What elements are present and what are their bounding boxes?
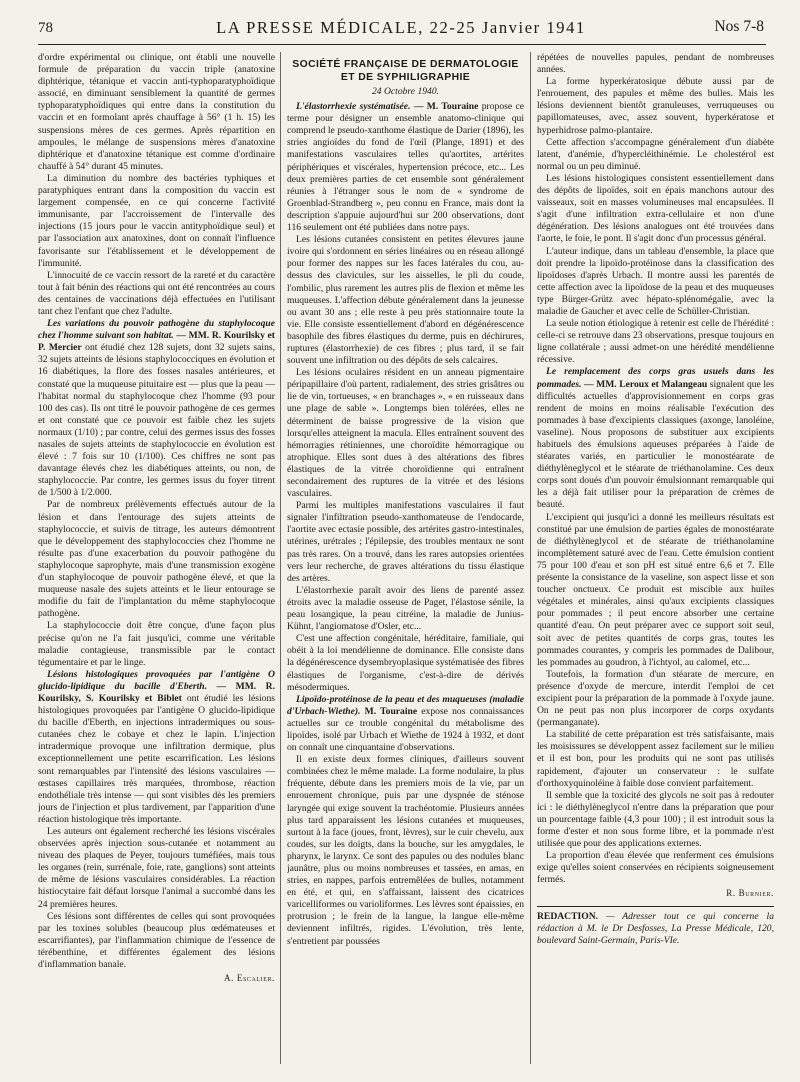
session-date: 24 Octobre 1940. [371, 86, 440, 97]
article-text: expose nos connaissances actuelles sur ce trouble congénital du métabolisme des lipoïdes, isolé par Urbach et Wiethe de 1924 à 1932, et dont on connaît une cinquantaine d'observations. [287, 705, 524, 754]
paragraph: La seule notion étiologique à retenir est celle de l'hérédité : celle-ci se retrouve dans 23 observations, presque toujours en ligne collatérale ; aussi admet-on une hérédité mendélienne récessive. [537, 318, 774, 366]
journal-title: LA PRESSE MÉDICALE, 22-25 Janvier 1941 [216, 18, 586, 37]
paragraph: La stabilité de cette préparation est très satisfaisante, mais les moisissures se développent assez facilement sur le milieu et il est bon, pour les produits qui ne sont pas utilisés rapidement, d'ajouter un conservateur : le sulfate d'orthoxyquinoléine à faible dose convient parfaitement. [537, 729, 774, 789]
column-left [38, 52, 275, 1072]
header-rule [38, 44, 766, 45]
article-authors: M. Touraine [360, 705, 418, 717]
section-title-line: ET DE SYPHILIGRAPHIE [340, 72, 471, 83]
article-heading: Lipoïdo-protéinose de la peau et des muqueuses (maladie d'Urbach-Wiethe). [287, 693, 524, 717]
paragraph: Ces lésions sont différentes de celles qui sont provoquées par les toxines solubles (beaucoup plus œdémateuses et escarrifiantes), par l'inflammation chimique de l'essence de térébenthine, et différentes également des lésions d'inflammation banale. [38, 910, 275, 971]
paragraph: Il semble que la toxicité des glycols ne soit pas à redouter ici : le diéthylèneglycol n'entre dans la préparation que pour un pourcentage faible (4,3 pour 100) ; il est introduit sous la forme d'ester et non sous forme libre, et la pommade n'est utilisée que pour des applications externes. [537, 789, 774, 850]
column-middle [287, 52, 524, 1072]
paragraph: Toutefois, la formation d'un stéarate de mercure, en présence d'oxyde de mercure, interdit l'emploi de cet excipient pour la préparation de la pommade à l'oxyde jaune. On ne peut pas non plus incorporer de corps oxydants (permanganate). [537, 668, 774, 729]
paragraph: La forme hyperkératosique débute aussi par de l'enrouement, des papules et même des bulles. Mais les lésions deviennent bientôt granuleuses, verruqueuses ou papillomateuses, avec, assez souvent, hyperkératose et hyperhidrose palmo-plantaire. [537, 76, 774, 136]
article-text: signalent que les difficultés actuelles d'approvisionnement en corps gras rendent de moins en moins réalisable l'exécution des pommades à base d'excipients classiques (axonge, lanoléine, vaseline). Nous proposons de substituer aux excipients habituels des émulsions aqueuses préparées à l'aide de stéarates variés, en particulier le monostéarate de diéthylèneglycol et le stéarate de triéthanolamine. Ces deux corps sont doués d'un pouvoir émulsionnant remarquable qui les a déjà fait utiliser pour la préparation de crèmes de beauté. [537, 378, 774, 511]
article-authors: — MM. R. Kourilsky et P. Mercier [38, 330, 275, 354]
redaction-notice [537, 906, 774, 947]
section-title-line: SOCIÉTÉ FRANÇAISE DE DERMATOLOGIE [292, 59, 519, 70]
issue-number: Nos 7-8 [714, 18, 764, 35]
paragraph: Par de nombreux prélèvements effectués autour de la lésion et dans l'entourage des sujets atteints de staphylococcie, et suivis de titrage, les auteurs démontrent que le développement des staphylococcies chez l'homme ne résulte pas d'une exacerbation du pouvoir pathogène du staphylocoque saprophyte, mais d'une transmission exogène d'un staphylocoque de pouvoir pathogène élevé, et que la muqueuse nasale des sujets atteints et le lieur entourage se modifie du fait de l'implantation du même staphylocoque pathogène. [38, 499, 275, 620]
paragraph: La diminution du nombre des bactéries typhiques et paratyphiques entrant dans la composition du vaccin est largement compensée, en ce qui concerne l'activité immunisante, par l'accroissement de l'intervalle des injections (15 jours pour le vaccin antityphoïdique seul) et par l'association aux anatoxines, dont on connaît l'influence favorisante sur l'établissement et le développement de l'immunité. [38, 172, 275, 269]
paragraph: d'ordre expérimental ou clinique, ont établi une nouvelle formule de préparation du vaccin triple (anatoxine diphtérique, tétanique et vaccin anti-typhoparatyphoïdique associé, en diminuant sensiblement la quantité de germes typhoparatyphoïdiques qui entre dans la constitution du vaccin et en formolant après chauffage à 56° (1 h. 15) les suspensions mères de ces germes. Après répartition en ampoules, le mélange de suspensions mères d'anatoxine diphtérique et d'anatoxine tétanique est comme d'ordinaire chauffé à 54° durant 45 minutes. [38, 52, 275, 172]
article-lipoido-proteinose [287, 694, 524, 754]
article-heading: Lésions histologiques provoquées par l'antigène O glucido-lipidique du bacille d'Eberth. [38, 668, 275, 692]
paragraph: Il en existe deux formes cliniques, d'ailleurs souvent combinées chez le même malade. La forme nodulaire, la plus fréquente, débute dans les premiers mois de la vie, par un enrouement chronique, puis par une dyspnée de sténose laryngée qui exige souvent la trachéotomie. Plusieurs années plus tard apparaissent les lésions cutanées et muqueuses, surtout à la face (joues, front, lèvres), sur le cuir chevelu, aux coudes, sur les doigts, dans la bouche, sur les amygdales, le pharynx, le larynx. Ce sont des papules ou des nodules blanc jaunâtre, plus ou moins nombreuses et tassées, en amas, en stries, en nappes, parfois entremêlées de bulles, notamment en été, et qui, en s'affaissant, laissent des cicatrices varicelliformes ou varioliformes. Les lèvres sont épaissies, en protrusion ; le frein de la langue, la langue elle-même deviennent infiltrés, rigides. L'évolution, très lente, s'entretient par poussées [287, 754, 524, 947]
column-right [537, 52, 774, 1072]
article-staphylocoque [38, 318, 275, 499]
column-divider [280, 52, 281, 1064]
redaction-label: REDACTION. [537, 910, 599, 922]
paragraph: Les lésions cutanées consistent en petites élevures jaune ivoire qui s'ordonnent en séries linéaires ou en réseau allongé pour former des nappes sur les faces latérales du cou, au-dessus des clavicules, sur les aisselles, le pli du coude, l'ombilic, plus rarement les autres plis de flexion et même les muqueuses. L'affection débute généralement dans la jeunesse ou avant 30 ans ; elle reste à peu près stationnaire toute la vie. Elle consiste essentiellement d'abord en dégénérescence basophile des fibres élastiques du derme, puis en déchirures, ruptures (élastorrhexie) de ces fibres ; plus tard, il se fait souvent une infiltration ou des dépôts de sels calcaires. [287, 234, 524, 367]
article-authors: — MM. Leroux et Malangeau [581, 378, 708, 390]
paragraph: L'auteur indique, dans un tableau d'ensemble, la place que doit prendre la lipoïdo-protéinose dans la classification des lipoïdoses d'après Urbach. Il montre aussi les parentés de cette affection avec la lipoïdose de la peau et des muqueuses type Bürger-Grütz avec hépato-splénomégalie, avec la maladie de Gaucher et avec celle de Schüller-Christian. [537, 245, 774, 317]
paragraph: La proportion d'eau élevée que renferment ces émulsions exige qu'elles soient conservées en récipients soigneusement fermés. [537, 850, 774, 886]
article-text: ont étudié chez 128 sujets, dont 32 sujets sains, 32 sujets atteints de lésions staphylococciques en évolution et 16 diabétiques, la flore des fosses nasales antérieures, et constaté que la muqueuse pituitaire est — plus que la peau — l'habitat normal du staphylocoque chez l'homme (93 pour 100 des cas). Ils ont titré le pouvoir pathogène de ces germes et ont constaté que ce pouvoir est faible chez les sujets normaux (1/10) ; par contre, celui des germes issus des fosses nasales de sujets atteints de staphylococcie en évolution est élevé : 7 fois sur 10 (1/100). Ces chiffres ne sont pas davantage élevés chez les diabétiques atteints, ou non, de staphylococcie. Par contre, les germes issus du foyer titrent de 1/500 à 1/2.000. [38, 342, 275, 499]
paragraph: répétées de nouvelles papules, pendant de nombreuses années. [537, 52, 774, 76]
paragraph: Parmi les multiples manifestations vasculaires il faut signaler l'infiltration pseudo-xanthomateuse de l'endocarde, l'aortite avec ectasie possible, des artérites gastro-intestinales, utérines, urétrales ; l'épilepsie, des troubles mentaux ne sont pas très rares. On a trouvé, dans les rares autopsies orientées vers leur recherche, de graves altérations du tissu élastique des artères. [287, 500, 524, 584]
article-authors: — MM. R. Kourilsky, S. Kourilsky et Biblet [38, 680, 275, 704]
paragraph: L'excipient qui jusqu'ici a donné les meilleurs résultats est constitué par une émulsion de parties égales de monostéarate de diéthylèneglycol et de stéarate de triéthanolamine incomplètement saturé avec de l'eau. Cette émulsion contient 75 pour 100 d'eau et son pH est situé entre 6,6 et 7. Elle présente la consistance de la vaseline, son aspect lisse et son toucher onctueux. Ce produit est miscible aux huiles végétales et minérales, ainsi qu'aux excipients classiques pour pommades ; il peut encore absorber une certaine quantité d'eau. On peut préparer avec ce support soit seul, soit avec de petites quantités de corps gras, toutes les pommades courantes, y compris les pommades de Dalibour, les pommades au goudron, à l'ichtyol, au calomel, etc... [537, 511, 774, 668]
article-authors: — M. Touraine [410, 101, 479, 113]
article-text: propose ce terme pour désigner un ensemble anatomo-clinique qui comprend le pseudo-xanthome élastique de Darier (1896), les stries angioïdes du fond de l'œil (Plange, 1891) et des manifestations vasculaires telles qu'aortites, artérites périphériques et viscérales, hypertension précoce, etc... Les deux premières parties de cet ensemble sont généralement réunies à l'étranger sous le nom de « syndrome de Groenblad-Strandberg », peu connu en France, mais dont la description s'appuie aujourd'hui sur 200 observations, dont 116 seulement ont été publiées dans notre pays. [287, 101, 524, 234]
article-heading: Les variations du pouvoir pathogène du staphylocoque chez l'homme suivant son habitat. [38, 318, 275, 342]
paragraph: L'élastorrhexie paraît avoir des liens de parenté assez étroits avec la maladie osseuse de Paget, l'élastose sénile, la peau losangique, la peau citréine, la maladie de Junius-Kühnt, l'angiomatose d'Osler, etc... [287, 584, 524, 633]
article-text: ont étudié les lésions histologiques provoquées par l'antigène O glucido-lipidique du bacille d'Eberth, en injections intradermiques ou sous-cutanées chez le cobaye et chez le lapin. L'injection intradermique provoque une infiltration dermique, plus exceptionnellement une petite escarrification. Les lésions sont remarquables par l'intensité des lésions vasculaires — œstases capillaires très marquées, thrombose, réaction endothéliale très intense — qui sont visibles dès les premiers jours de l'injection et plus tardivement, par l'apparition d'une réaction histologique très importante. [38, 692, 275, 825]
paragraph: La staphylococcie doit être conçue, d'une façon plus précise qu'on ne l'a fait jusqu'ici, comme une véritable maladie contagieuse, transmissible par le contact tégumentaire et par le linge. [38, 620, 275, 668]
paragraph: Cette affection s'accompagne généralement d'un diabète latent, d'anémie, d'hypercléithinémie. Le cholestérol est normal ou un peu diminué. [537, 136, 774, 172]
section-title [287, 58, 524, 84]
article-pommades [537, 366, 774, 511]
redaction-text: — Adresser tout ce qui concerne la rédaction à M. le Dr Desfosses, La Presse Médicale, 120, boulevard Saint-Germain, Paris-VIe. [537, 910, 774, 946]
paragraph: Les lésions histologiques consistent essentiellement dans des dépôts de lipoïdes, soit en épais manchons autour des vaisseaux, soit en masses volumineuses mal encapsulées. Il s'agit d'une infiltration extra-cellulaire et non d'une dégénération. Des lésions analogues ont été trouvées dans l'aorte, le foie, le pont. Il s'agit donc d'un processus général. [537, 172, 774, 245]
paragraph: L'innocuité de ce vaccin ressort de la rareté et du caractère tout à fait bénin des réactions qui ont été rencontrées au cours des centaines de vaccinations déjà effectuées en l'utilisant tant chez l'enfant que chez l'adulte. [38, 269, 275, 317]
article-heading: Le remplacement des corps gras usuels dans les pommades. [537, 366, 774, 390]
paragraph: Les lésions oculaires résident en un anneau pigmentaire péripapillaire d'où partent, radialement, des stries grisâtres ou lie de vin, tortueuses, « en branchages », « en ruisseaux dans une plage de sable ». Longtemps bien tolérées, elles ne déterminent de baisse progressive de la vision que lorsqu'elles atteignent la macula. Elles entraînent souvent des hémorragies rétiniennes, une choroïdite hémorragique ou atrophique. Elles sont dues à des altérations des fibres élastiques de la vitrée choroïdienne qui entraînent secondairement des ruptures de la vitrée et des lésions vasculaires. [287, 367, 524, 500]
signature: R. Burnier. [726, 888, 774, 899]
page-header [38, 16, 764, 46]
article-antigene [38, 669, 275, 826]
column-divider [530, 52, 531, 1064]
paragraph: Les auteurs ont également recherché les lésions viscérales observées après injection sous-cutanée et notamment au niveau des plaques de Peyer, toujours tuméfiées, mais tous les organes (rein, surrénale, foie, rate, ganglions) sont atteints de même de lésions vasculaires considérables. La réaction histiocytaire fait défaut lorsque l'animal a succombé dans les 24 premières heures. [38, 826, 275, 910]
article-heading: L'élastorrhexie systématisée. [296, 101, 411, 113]
signature: A. Escalier. [224, 973, 275, 984]
paragraph: C'est une affection congénitale, héréditaire, familiale, qui obéit à la loi mendélienne de dominance. Elle consiste dans la dégénérescence dysembryoplasique systématisée des fibres élastiques de l'organisme, c'est-à-dire de dérivés mésodermiques. [287, 633, 524, 693]
page-number: 78 [38, 20, 53, 36]
article-elastorrhexie [287, 101, 524, 234]
